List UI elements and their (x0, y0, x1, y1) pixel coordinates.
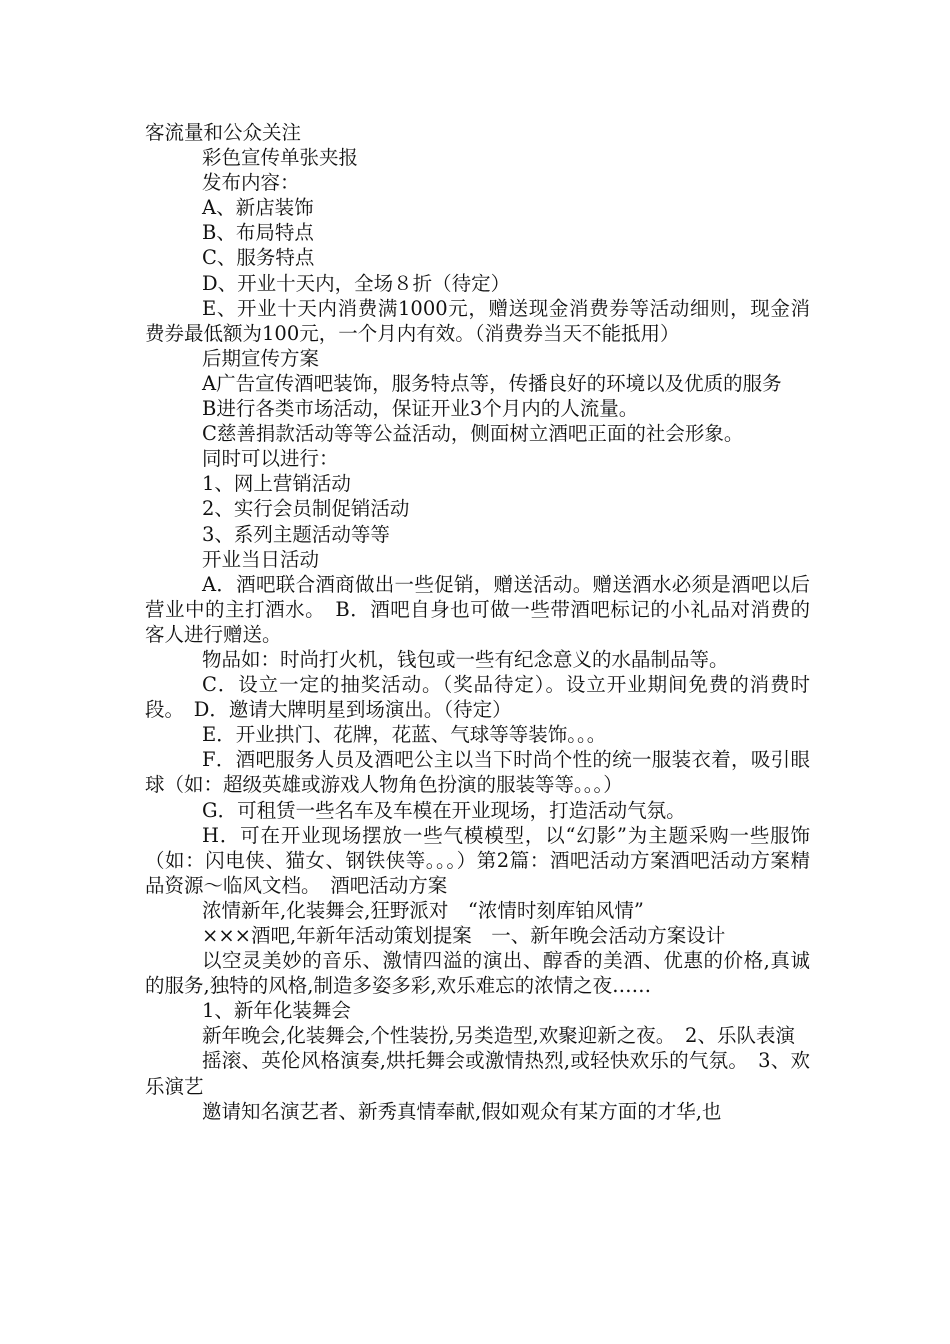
paragraph: E．开业拱门、花牌，花蓝、气球等等装饰。。。 (202, 723, 607, 747)
paragraph: 彩色宣传单张夹报 (202, 146, 359, 170)
paragraph: F．酒吧服务人员及酒吧公主以当下时尚个性的统一服装衣着，吸引眼球（如：超级英雄或游戏人物角色扮演的服装等等。。。） (145, 748, 810, 797)
paragraph: C慈善捐款活动等等公益活动，侧面树立酒吧正面的社会形象。 (202, 422, 744, 446)
list-item: E、开业十天内消费满1000元，赠送现金消费券等活动细则，现金消费券最低额为100元，一个月内有效。（消费券当天不能抵用） (145, 296, 810, 345)
section-heading: 后期宣传方案 (202, 346, 320, 370)
paragraph: G．可租赁一些名车及车模在开业现场，打造活动气氛。 (202, 798, 686, 822)
paragraph: 以空灵美妙的音乐、激情四溢的演出、醇香的美酒、优惠的价格,真诚的服务,独特的风格,制造多姿多彩,欢乐难忘的浓情之夜…… (145, 949, 810, 998)
paragraph: H．可在开业现场摆放一些气模模型，以“幻影”为主题采购一些服饰（如：闪电侠、猫女、钢铁侠等。。。）第2篇：酒吧活动方案酒吧活动方案精品资源～临风文档。 酒吧活动方案 (145, 823, 810, 897)
paragraph: C．设立一定的抽奖活动。（奖品待定）。设立开业期间免费的消费时段。 D．邀请大牌明星到场演出。（待定） (145, 673, 810, 722)
list-item: B、布局特点 (202, 221, 314, 245)
paragraph: 发布内容： (202, 171, 300, 195)
paragraph: 新年晚会,化装舞会,个性装扮,另类造型,欢聚迎新之夜。 2、乐队表演 (202, 1024, 795, 1048)
section-heading: 开业当日活动 (202, 547, 320, 571)
document-body (145, 120, 810, 1124)
paragraph: 浓情新年,化装舞会,狂野派对 “浓情时刻库铂风情” (202, 898, 644, 922)
list-item: 1、新年化装舞会 (202, 999, 351, 1023)
paragraph: 同时可以进行： (202, 447, 339, 471)
paragraph: 摇滚、英伦风格演奏,烘托舞会或激情热烈,或轻快欢乐的气氛。 3、欢乐演艺 (145, 1049, 810, 1098)
list-item: 3、系列主题活动等等 (202, 522, 390, 546)
list-item: D、开业十天内，全场８折（待定） (202, 271, 511, 295)
paragraph: 邀请知名演艺者、新秀真情奉献,假如观众有某方面的才华,也 (202, 1099, 722, 1123)
list-item: A、新店装饰 (202, 196, 314, 220)
paragraph: 客流量和公众关注 (145, 121, 302, 144)
list-item: C、服务特点 (202, 246, 315, 270)
paragraph: A广告宣传酒吧装饰，服务特点等，传播良好的环境以及优质的服务 (202, 371, 782, 395)
paragraph: A．酒吧联合酒商做出一些促销，赠送活动。赠送酒水必须是酒吧以后营业中的主打酒水。 B．酒吧自身也可做一些带酒吧标记的小礼品对消费的客人进行赠送。 (145, 572, 810, 646)
paragraph: B进行各类市场活动，保证开业3个月内的人流量。 (202, 397, 639, 421)
list-item: 1、网上营销活动 (202, 472, 351, 496)
paragraph: ×××酒吧,年新年活动策划提案 一、新年晚会活动方案设计 (202, 924, 726, 947)
list-item: 2、实行会员制促销活动 (202, 497, 410, 521)
paragraph: 物品如：时尚打火机，钱包或一些有纪念意义的水晶制品等。 (202, 647, 729, 671)
